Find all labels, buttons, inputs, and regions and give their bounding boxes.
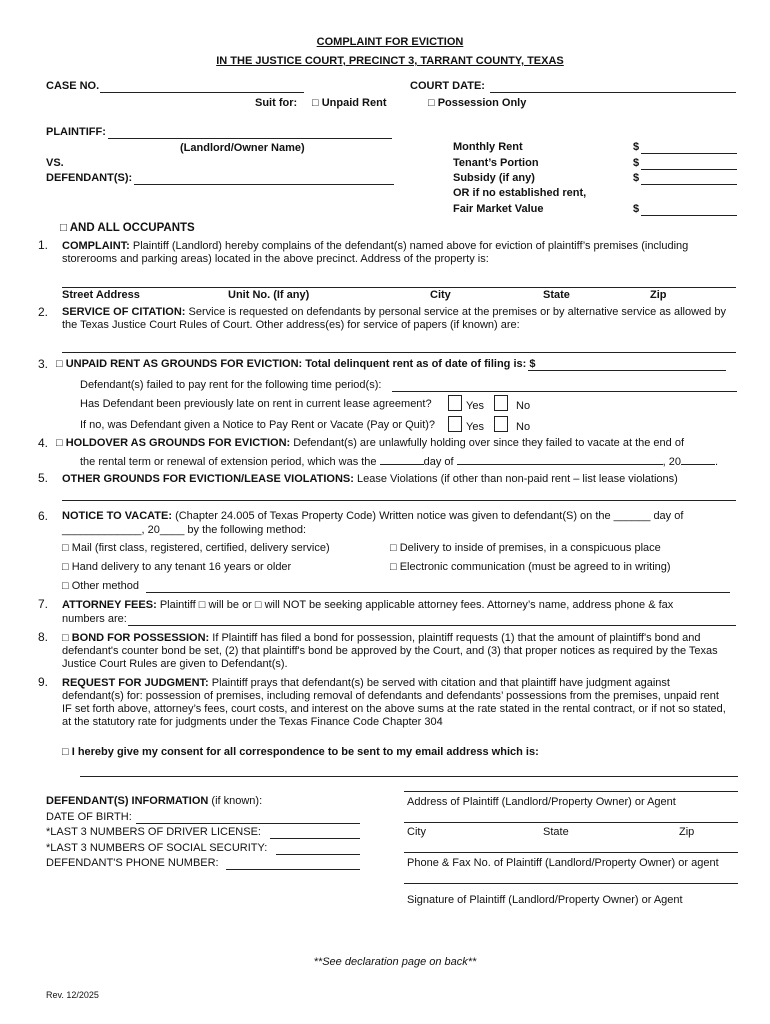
landlord-name-caption: (Landlord/Owner Name) [180,142,305,154]
form-title: COMPLAINT FOR EVICTION [316,36,464,48]
holdover-checkbox[interactable]: □ HOLDOVER AS GROUNDS FOR EVICTION: [56,437,291,449]
subsidy-label: Subsidy (if any) [453,172,535,184]
attorney-numbers-label: numbers are: [62,613,127,625]
previously-late-label: Has Defendant been previously late on rent in current lease agreement? [80,398,432,410]
ssn-field[interactable] [276,854,360,855]
notice-heading: NOTICE TO VACATE: [62,510,172,522]
and-all-occupants-checkbox[interactable]: □ AND ALL OCCUPANTS [60,222,195,234]
late-yes-option[interactable] [448,395,484,413]
section-complaint [62,240,732,266]
late-no-option[interactable] [494,395,530,413]
hand-delivery-checkbox[interactable]: □ Hand delivery to any tenant 16 years or older [62,561,292,573]
subsidy-field[interactable] [641,184,737,185]
court-name: IN THE JUSTICE COURT, PRECINCT 3, TARRANT COUNTY, TEXAS [216,55,564,67]
other-grounds-heading: OTHER GROUNDS FOR EVICTION/LEASE VIOLATIONS: [62,473,354,485]
section-number: 6. [38,509,49,523]
defendants-field[interactable] [134,184,394,185]
plaintiff-address-field[interactable] [404,791,738,792]
city-caption: City [430,289,451,301]
checkbox-icon[interactable] [494,416,508,432]
unpaid-rent-grounds-checkbox[interactable]: □ UNPAID RENT AS GROUNDS FOR EVICTION: Total delinquent rent as of date of filing is: $ [56,358,536,370]
mail-checkbox[interactable]: □ Mail (first class, registered, certified, delivery service) [62,542,330,554]
notice-yes-option[interactable] [448,416,484,434]
defendant-info-heading: DEFENDANT(S) INFORMATION [46,795,209,807]
section-number: 7. [38,597,49,611]
holdover-text: Defendant(s) are unlawfully holding over since they failed to vacate at the end of [293,437,685,449]
driver-license-field[interactable] [270,838,360,839]
notice-text: (Chapter 24.005 of Texas Property Code) Written notice was given to defendant(S) on the ______ day of [175,510,684,522]
attorney-text: Plaintiff □ will be or □ will NOT be seeking applicable attorney fees. Attorney’s name, address phone & fax [159,599,674,611]
section-number: 3. [38,357,49,371]
plaintiff-city-field[interactable] [404,822,738,823]
section-judgment [62,677,728,729]
email-consent-checkbox[interactable]: □ I hereby give my consent for all correspondence to be sent to my email address which is: [62,746,539,758]
monthly-rent-label: Monthly Rent [453,141,523,153]
section-service [62,306,732,332]
holdover-term-label: the rental term or renewal of extension period, which was the [80,456,377,468]
notice-no-option[interactable] [494,416,530,434]
fair-market-value-label: Fair Market Value [453,203,544,215]
unit-no-caption: Unit No. (If any) [228,289,310,301]
other-method-field[interactable] [146,592,730,593]
checkbox-icon[interactable] [448,395,462,411]
service-heading: SERVICE OF CITATION: [62,306,186,318]
monthly-rent-field[interactable] [641,153,737,154]
time-period-field[interactable] [392,391,737,392]
ssn-label: *LAST 3 NUMBERS OF SOCIAL SECURITY: [46,842,268,854]
dollar-sign: $ [633,157,640,169]
checkbox-icon[interactable] [494,395,508,411]
plaintiff-phone-caption: Phone & Fax No. of Plaintiff (Landlord/Property Owner) or agent [407,857,719,869]
attorney-info-field[interactable] [128,625,736,626]
judgment-heading: REQUEST FOR JUDGMENT: [62,677,209,689]
no-label: No [516,421,531,433]
bond-text: If Plaintiff has filed a bond for possession, plaintiff requests (1) that the amount of plaintiff's bond and defendant's counter bond be set, (2) that plaintiff's bond be approved by the Court, and (3) that proper notices as required by the Texas Justice Court Rules are given to Defendant(s). [62,632,718,670]
time-period-label: Defendant(s) failed to pay rent for the following time period(s): [80,379,382,391]
section-holdover [56,437,684,450]
state-caption: State [543,289,570,301]
property-address-field[interactable] [62,287,736,288]
other-method-checkbox[interactable]: □ Other method [62,580,139,592]
section-number: 9. [38,675,49,689]
delivery-inside-checkbox[interactable]: □ Delivery to inside of premises, in a conspicuous place [390,542,661,554]
complaint-text: Plaintiff (Landlord) hereby complains of the defendant(s) named above for eviction of plaintiff’s premises (including storerooms and parking areas) located in the above precinct. Address of the property is: [62,240,689,265]
plaintiff-state-caption: State [543,826,569,838]
section-number: 4. [38,436,49,450]
attorney-heading: ATTORNEY FEES: [62,599,157,611]
no-established-rent-label: OR if no established rent, [453,187,587,199]
plaintiff-signature-field[interactable] [404,883,738,884]
court-date-label: COURT DATE: [410,80,485,92]
bond-checkbox[interactable]: □ BOND FOR POSSESSION: [62,632,210,644]
checkbox-icon[interactable] [448,416,462,432]
suit-for-label: Suit for: [255,97,298,109]
notice-date-line[interactable]: _____________, 20____ by the following method: [62,524,307,536]
see-declaration-note: **See declaration page on back** [313,956,477,968]
defendant-phone-field[interactable] [226,869,360,870]
delinquent-rent-field[interactable] [528,370,726,371]
possession-only-checkbox[interactable]: □ Possession Only [428,97,527,109]
fair-market-value-field[interactable] [641,215,737,216]
other-grounds-text: Lease Violations (if other than non-paid rent – list lease violations) [356,473,678,485]
section-number: 1. [38,238,49,252]
defendant-phone-label: DEFENDANT'S PHONE NUMBER: [46,857,219,869]
defendants-label: DEFENDANT(S): [46,172,133,184]
complaint-heading: COMPLAINT: [62,240,130,252]
section-other-grounds [62,473,678,486]
service-text: Service is requested on defendants by personal service at the premises or by alternative service as allowed by the Texas Justice Court Rules of Court. Other address(es) for service of papers (if known) are: [62,306,726,331]
vs-label: VS. [46,157,64,169]
zip-caption: Zip [650,289,667,301]
tenant-portion-label: Tenant’s Portion [453,157,539,169]
lease-violations-field[interactable] [62,500,736,501]
plaintiff-signature-caption: Signature of Plaintiff (Landlord/Property Owner) or Agent [407,894,683,906]
section-notice [62,510,683,523]
plaintiff-label: PLAINTIFF: [46,126,106,138]
case-no-field[interactable] [100,92,304,93]
service-address-field[interactable] [62,352,736,353]
if-known-label: (if known): [211,795,263,807]
holdover-date-line [80,454,718,469]
section-number: 8. [38,630,49,644]
driver-license-label: *LAST 3 NUMBERS OF DRIVER LICENSE: [46,826,261,838]
no-label: No [516,400,531,412]
holdover-year-field[interactable] [681,454,715,465]
case-no-label: CASE NO. [46,80,100,92]
section-attorney [62,599,673,612]
section-number: 2. [38,305,49,319]
plaintiff-city-caption: City [407,826,426,838]
notice-to-pay-label: If no, was Defendant given a Notice to Pay Rent or Vacate (Pay or Quit)? [80,419,436,431]
dob-field[interactable] [136,823,360,824]
revision-label: Rev. 12/2025 [46,990,99,1000]
year-prefix: , 20 [662,456,681,468]
tenant-portion-field[interactable] [641,169,737,170]
section-bond [62,632,728,671]
day-of-label: day of [423,456,454,468]
electronic-checkbox[interactable]: □ Electronic communication (must be agreed to in writing) [390,561,671,573]
unpaid-rent-checkbox[interactable]: □ Unpaid Rent [312,97,387,109]
street-address-caption: Street Address [62,289,140,301]
plaintiff-zip-caption: Zip [679,826,695,838]
dob-label: DATE OF BIRTH: [46,811,132,823]
email-field[interactable] [80,776,738,777]
period: . [715,456,719,468]
yes-label: Yes [466,421,484,433]
defendant-info-title [46,795,262,808]
dollar-sign: $ [633,203,640,215]
plaintiff-address-caption: Address of Plaintiff (Landlord/Property Owner) or Agent [407,796,676,808]
court-date-field[interactable] [490,92,736,93]
holdover-day-field[interactable] [380,454,424,465]
dollar-sign: $ [633,141,640,153]
holdover-month-field[interactable] [457,454,663,465]
plaintiff-field[interactable] [108,138,392,139]
dollar-sign: $ [633,172,640,184]
yes-label: Yes [466,400,484,412]
judgment-text: Plaintiff prays that defendant(s) be served with citation and that plaintiff have judgment against defendant(s) for: possession of premises, including removal of defendants and defendants’ possessions from the premises, unpaid rent IF set forth above, attorney’s fees, court costs, and interest on the above sums at the rate stated in the rental contract, or if not so stated, at the statutory rate for judgments under the Texas Finance Code Chapter 304 [62,677,726,728]
plaintiff-phone-field[interactable] [404,852,738,853]
section-number: 5. [38,471,49,485]
